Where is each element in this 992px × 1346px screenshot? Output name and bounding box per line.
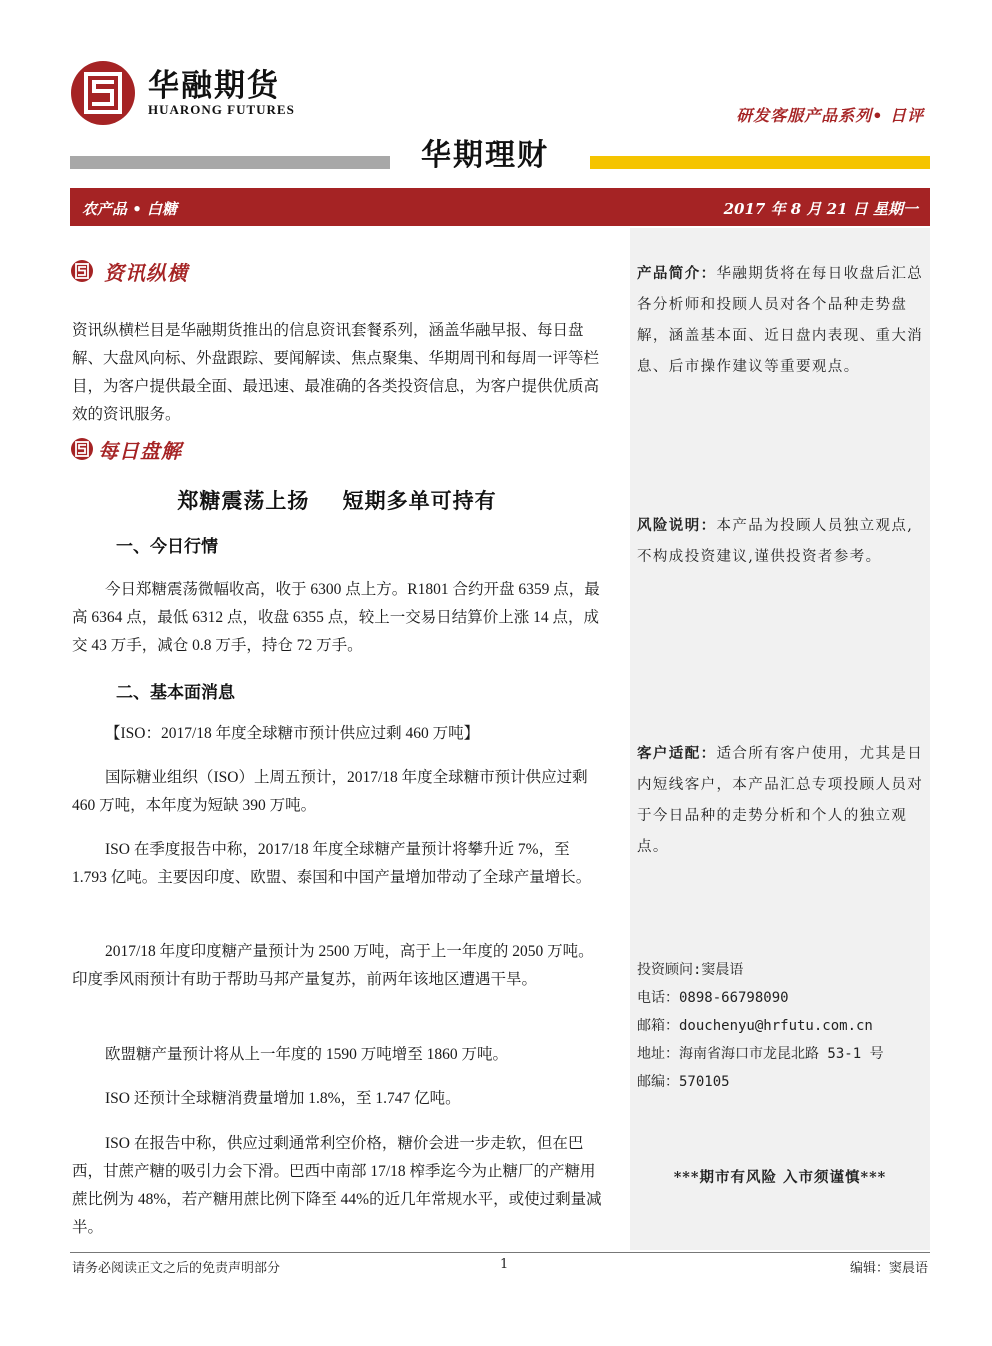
client-text: 适合所有客户使用，尤其是日内短线客户，本产品汇总专项投顾人员对于今日品种的走势分析和个人的独立观点。 <box>637 746 924 855</box>
news-headline: 【ISO：2017/18 年度全球糖市预计供应过剩 460 万吨】 <box>105 725 480 742</box>
paragraph-consumption: ISO 还预计全球糖消费量增加 1.8%，至 1.747 亿吨。 <box>105 1090 461 1107</box>
risk-warning: ***期市有风险 入市须谨慎*** <box>673 1169 887 1186</box>
header-yellow-bar <box>590 156 930 169</box>
client-label: 客户适配： <box>637 745 717 762</box>
intro-label: 产品简介： <box>637 265 717 282</box>
subheading-fundamentals: 二、基本面消息 <box>116 683 235 703</box>
risk-text: 本产品为投顾人员独立观点,不构成投资建议,谨供投资者参考。 <box>637 518 914 565</box>
category-label: 农产品 • 白糖 <box>82 200 178 218</box>
footer-editor: 编辑：窦晨语 <box>849 1261 928 1276</box>
article-title: 郑糖震荡上扬 短期多单可持有 <box>177 489 497 513</box>
postcode: 邮编：570105 <box>637 1074 730 1090</box>
product-series: 研发客服产品系列• 日评 <box>736 106 924 125</box>
section-logo-icon <box>70 259 94 283</box>
advisor-name: 投资顾问:窦晨语 <box>637 962 744 978</box>
brand-name-en: HUARONG FUTURES <box>148 102 295 117</box>
phone-number: 电话：0898-66798090 <box>637 990 789 1006</box>
risk-label: 风险说明： <box>637 517 717 534</box>
page-title: 华期理财 <box>421 138 549 173</box>
paragraph-iso-forecast: 国际糖业组织（ISO）上周五预计，2017/18 年度全球糖市预计供应过剩 460 万吨，本年度为短缺 390 万吨。 <box>72 769 588 814</box>
product-intro <box>637 258 927 383</box>
brand-name-cn: 华融期货 <box>148 68 280 104</box>
email-address: 邮箱：douchenyu@hrfutu.com.cn <box>637 1018 873 1034</box>
contact-info <box>637 956 927 1096</box>
postal-address: 地址：海南省海口市龙昆北路 53-1 号 <box>637 1046 884 1062</box>
paragraph-india: 2017/18 年度印度糖产量预计为 2500 万吨，高于上一年度的 2050 万吨。印度季风雨预计有助于帮助马邦产量复苏，前两年该地区遭遇干旱。 <box>72 943 594 988</box>
category-banner <box>70 188 930 226</box>
header-grey-bar <box>70 156 390 169</box>
paragraph-eu: 欧盟糖产量预计将从上一年度的 1590 万吨增至 1860 万吨。 <box>105 1046 509 1063</box>
subheading-market: 一、今日行情 <box>116 537 218 557</box>
section-logo-icon <box>70 437 94 461</box>
footer-disclaimer: 请务必阅读正文之后的免责声明部分 <box>72 1261 281 1276</box>
paragraph-brazil: ISO 在报告中称，供应过剩通常利空价格，糖价会进一步走软，但在巴西，甘蔗产糖的吸引力会下滑。巴西中南部 17/18 榨季迄今为止糖厂的产糖用蔗比例为 48%，若产糖用蔗比例下降至 44%的近几年常规水平，或使过剩量减半。 <box>72 1135 602 1236</box>
intro-text: 华融期货将在每日收盘后汇总各分析师和投顾人员对各个品种走势盘解，涵盖基本面、近日盘内表现、重大消息、后市操作建议等重要观点。 <box>637 266 924 375</box>
paragraph-iso-production: ISO 在季度报告中称，2017/18 年度全球糖产量预计将攀升近 7%，至 1.793 亿吨。主要因印度、欧盟、泰国和中国产量增加带动了全球产量增长。 <box>72 841 592 886</box>
page-number: 1 <box>500 1257 509 1272</box>
risk-statement <box>637 510 927 573</box>
client-fit <box>637 738 927 863</box>
report-date: 2017 年 8 月 21 日 星期一 <box>723 200 918 218</box>
huarong-logo-icon <box>70 60 136 126</box>
section-title-news: 资讯纵横 <box>104 261 188 285</box>
market-paragraph: 今日郑糖震荡微幅收高，收于 6300 点上方。R1801 合约开盘 6359 点，最高 6364 点，最低 6312 点，收盘 6355 点，较上一交易日结算价上涨 14 点，成交 43 万手，减仓 0.8 万手，持仓 72 万手。 <box>72 581 600 654</box>
news-intro-text: 资讯纵横栏目是华融期货推出的信息资讯套餐系列，涵盖华融早报、每日盘解、大盘风向标、外盘跟踪、要闻解读、焦点聚集、华期周刊和每周一评等栏目，为客户提供最全面、最迅速、最准确的各类投资信息，为客户提供优质高效的资讯服务。 <box>72 322 600 423</box>
footer-divider <box>70 1252 930 1253</box>
section-title-daily: 每日盘解 <box>98 439 182 463</box>
info-sidebar <box>630 228 930 1250</box>
